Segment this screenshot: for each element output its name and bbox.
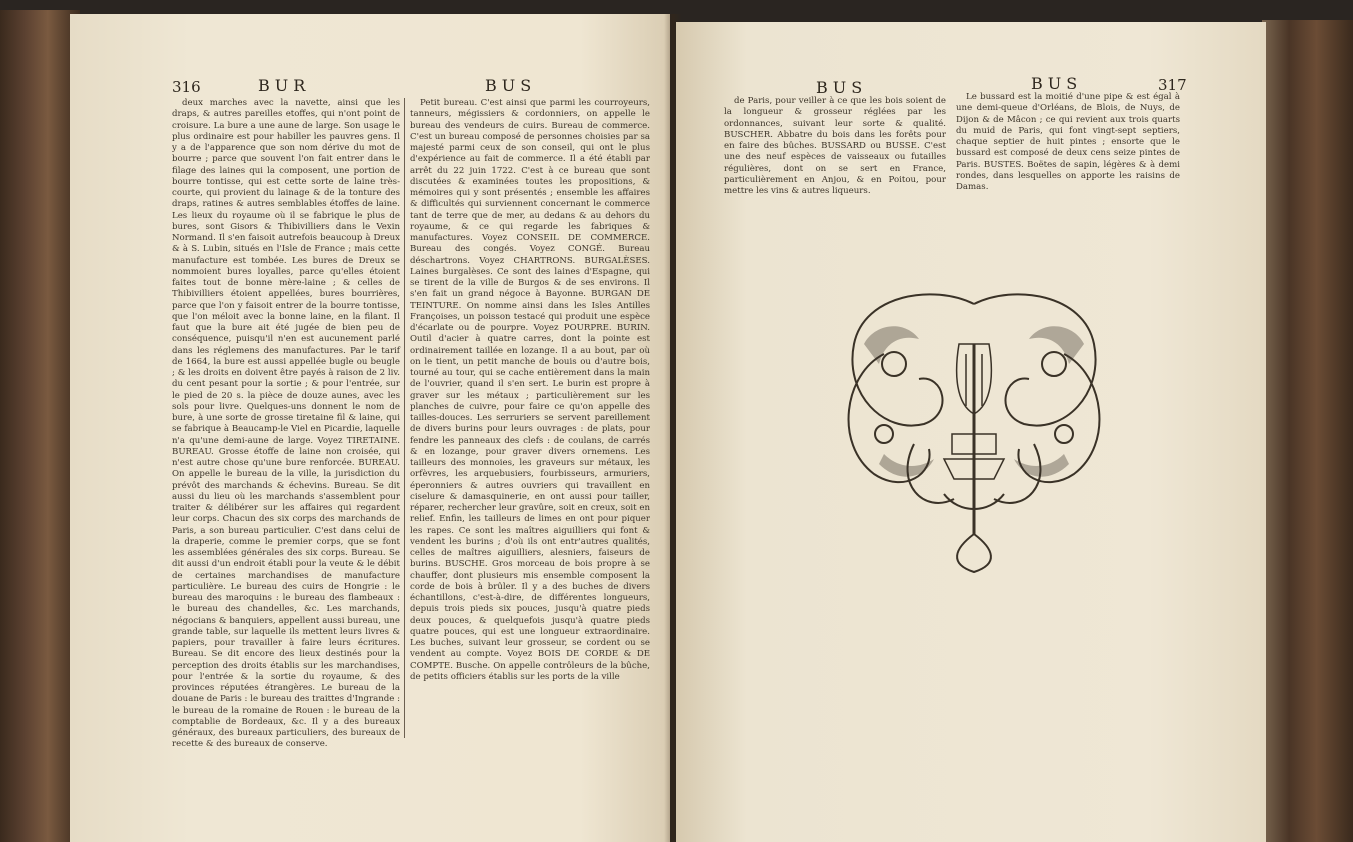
running-head-right: BUS [485,76,537,95]
engraved-ornament [824,284,1124,574]
running-head-right: BUS [1031,74,1083,93]
text-column-2 [956,92,1180,222]
text-column-1 [172,98,400,750]
column-text: de Paris, pour veiller à ce que les bois soient de la longueur & grosseur réglées par les ordonnances, suivant leur sorte & qualité. BUSCHER. Abbatre du bois dans les forêts pour en faire des bûches. BUSSARD ou BUSSE. C'est une des neuf espèces de vaisseaux ou futailles régulières, dont on se sert en France, particulièrement en Anjou, & en Poitou, pour mettre les vins & autres liqueurs. [724,96,946,196]
page-number: 317 [1158,76,1187,94]
book-edge-right [1262,20,1353,842]
running-head-left: BUS [816,78,868,97]
text-column-2 [410,98,650,754]
column-text: Le bussard est la moitié d'une pipe & est égal à une demi-queue d'Orléans, de Blois, de Nuys, de Dijon & de Mâcon ; ce qui revient aux trois quarts du muid de Paris, qui font vingt-sept septiers, chaque septier de huit pintes ; ensorte que le bussard est composé de deux cens seize pintes de Paris. BUSTES. Boëtes de sapin, légères & à demi rondes, dans lesquelles on apporte les raisins de Damas. [956,92,1180,192]
left-page [70,14,670,842]
page-number: 316 [172,78,201,96]
book-edge-left [0,10,80,842]
text-column-1 [724,96,946,226]
running-head-left: BUR [258,76,311,95]
column-text: Petit bureau. C'est ainsi que parmi les courroyeurs, tanneurs, mégissiers & cordonniers, on appelle le bureau des vendeurs de cuirs. Bureau de commerce. C'est un bureau composé de personnes choisies par sa majesté parmi ceux de son conseil, qui ont le plus d'expérience au fait de commerce. Il a été établi par arrêt du 22 juin 1722. C'est à ce bureau que sont discutées & examinées toutes les propositions, & mémoires qui y sont présentés ; ensemble les affaires & difficultés qui surviennent concernant le commerce tant de terre que de mer, au dedans & au dehors du royaume, & ce qui regarde les fabriques & manufactures. Voyez CONSEIL DE COMMERCE. Bureau des congés. Voyez CONGÉ. Bureau déschartrons. Voyez CHARTRONS. BURGALÈSES. Laines burgalèses. Ce sont des laines d'Espagne, qui se tirent de la ville de Burgos & de ses environs. Il s'en fait un grand négoce à Bayonne. BURGAN DE TEINTURE. On nomme ainsi dans les Isles Antilles Françoises, un poisson testacé qui produit une espèce d'écarlate ou de pourpre. Voyez POURPRE. BURIN. Outil d'acier à quatre carres, dont la pointe est ordinairement taillée en lozange. Il a au bout, par où on le tient, un petit manche de bouis ou d'autre bois, tourné au tour, qui se cache entièrement dans la main de l'ouvrier, quand il s'en sert. Le burin est propre à graver sur les métaux ; particulièrement sur les planches de cuivre, pour faire ce qu'on appelle des tailles-douces. Les serruriers se servent pareillement de divers burins pour leurs ouvrages : de plats, pour fendre les panneaux des clefs : de coulans, de carrés & en lozange, pour graver divers ornemens. Les tailleurs des monnoies, les graveurs sur métaux, les orfèvres, les arquebusiers, fourbisseurs, armuriers, éperonniers & autres ouvriers qui travaillent en ciselure & damasquinerie, en ont aussi pour tailler, réparer, rechercher leur gravûre, soit en creux, soit en relief. Enfin, les tailleurs de limes en ont pour piquer les rapes. Ce sont les maîtres aiguilliers qui font & vendent les burins ; d'où ils ont entr'autres qualités, celles de maîtres aiguilliers, alesniers, faiseurs de burins. BUSCHE. Gros morceau de bois propre à se chauffer, dont plusieurs mis ensemble composent la corde de bois à brûler. Il y a des buches de divers échantillons, c'est-à-dire, de différentes longueurs, depuis trois pieds six pouces, jusqu'à quatre pieds deux pouces, & quelquefois jusqu'à quatre pieds quatre pouces, qui est une longueur extraordinaire. Les buches, suivant leur grosseur, se cordent ou se vendent au compte. Voyez BOIS DE CORDE & DE COMPTE. Busche. On appelle contrôleurs de la bûche, de petits officiers établis sur les ports de la ville [410,98,650,682]
column-text: deux marches avec la navette, ainsi que les draps, & autres pareilles etoffes, qui n'ont point de croisure. La bure a une aune de large. Son usage le plus ordinaire est pour habiller les pauvres gens. Il y a de l'apparence que son nom dérive du mot de bourre ; parce que souvent l'on fait entrer dans le filage des laines qui la composent, une portion de bourre tontisse, qui est cette sorte de laine très-courte, qui provient du lainage & de la tonture des draps, ratines & autres semblables étoffes de laine. Les lieux du royaume où il se fabrique le plus de bures, sont Gisors & Thibivilliers dans le Vexin Normand. Il s'en faisoit autrefois beaucoup à Dreux & à S. Lubin, situés en l'Isle de France ; mais cette manufacture est tombée. Les bures de Dreux se nommoient bures loyalles, parce qu'elles étoient faites tout de bonne mère-laine ; & celles de Thibivilliers étoient appellées, bures bourrières, parce que l'on y faisoit entrer de la bourre tontisse, que l'on méloit avec la bonne laine, en la filant. Il faut que la bure ait été jugée de bien peu de conséquence, puisqu'il n'en est aucunement parlé dans les réglemens des manufactures. Par le tarif de 1664, la bure est aussi appellée bugle ou beugle ; & les droits en doivent être payés à raison de 2 liv. du cent pesant pour la sortie ; & pour l'entrée, sur le pied de 20 s. la pièce de douze aunes, avec les sols pour livre. Quelques-uns donnent le nom de bure, à une sorte de grosse tiretaine fil & laine, qui se fabrique à Beaucamp-le Viel en Picardie, laquelle n'a qu'une demi-aune de large. Voyez TIRETAINE. BUREAU. Grosse étoffe de laine non croisée, qui n'est autre chose qu'une bure renforcée. BUREAU. On appelle le bureau de la ville, la jurisdiction du prévôt des marchands & échevins. Bureau. Se dit aussi du lieu où les marchands s'assemblent pour traiter & délibérer sur les affaires qui regardent leur corps. Chacun des six corps des marchands de Paris, a son bureau particulier. C'est dans celui de la draperie, comme le premier corps, que se font les assemblées générales des six corps. Bureau. Se dit aussi d'un endroit établi pour la veute & le débit de certaines marchandises de manufacture particulière. Le bureau des cuirs de Hongrie : le bureau des maroquins : le bureau des flambeaux : le bureau des chandelles, &c. Les marchands, négocians & banquiers, appellent aussi bureau, une grande table, sur laquelle ils mettent leurs livres & papiers, pour travailler à faire leurs écritures. Bureau. Se dit encore des lieux destinés pour la perception des droits établis sur les marchandises, pour l'entrée & la sortie du royaume, & des provinces réputées étrangères. Le bureau de la douane de Paris : le bureau des traittes d'Ingrande : le bureau de la romaine de Rouen : le bureau de la comptablie de Bordeaux, &c. Il y a des bureaux généraux, des bureaux particuliers, des bureaux de recette & des bureaux de conserve. [172,98,400,750]
right-page [676,22,1266,842]
column-rule [404,98,405,738]
